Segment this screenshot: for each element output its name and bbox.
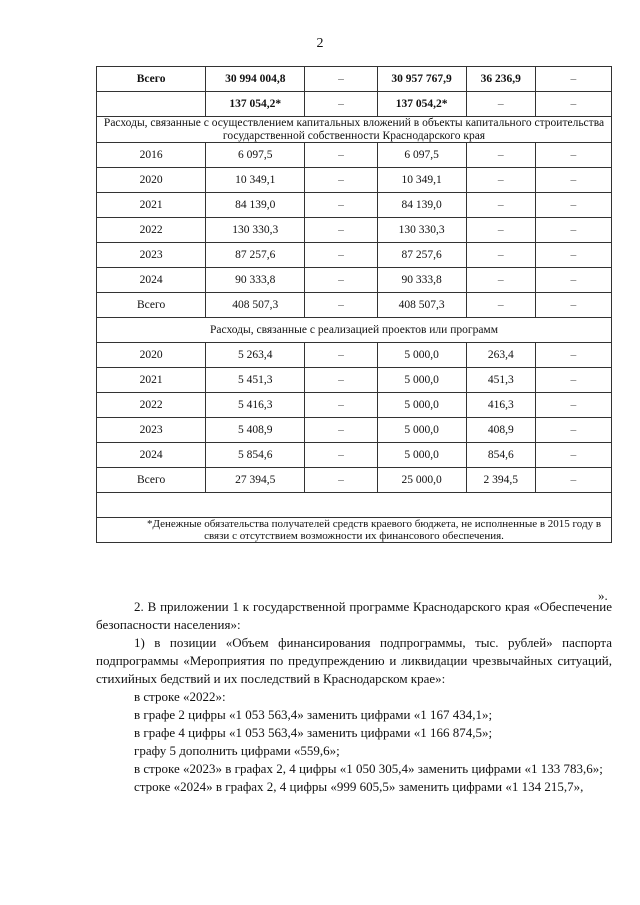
table-row	[97, 368, 612, 393]
footnote	[97, 518, 612, 543]
table-cell: –	[305, 393, 377, 418]
table-cell: –	[466, 193, 535, 218]
table-cell: –	[535, 143, 611, 168]
table-cell: 130 330,3	[377, 218, 466, 243]
table-cell: 263,4	[466, 343, 535, 368]
table-row	[97, 218, 612, 243]
table-row	[97, 143, 612, 168]
table-cell: 30 957 767,9	[377, 67, 466, 92]
table-cell: –	[305, 268, 377, 293]
table-cell: –	[305, 343, 377, 368]
capital-rows	[97, 143, 612, 318]
table-cell: 5 263,4	[206, 343, 305, 368]
table-cell: –	[535, 368, 611, 393]
table-cell: –	[305, 443, 377, 468]
table-cell: –	[466, 243, 535, 268]
table-cell: 2020	[97, 343, 206, 368]
table-cell: –	[305, 368, 377, 393]
table-cell: 2024	[97, 443, 206, 468]
table-cell: –	[305, 168, 377, 193]
page-number: 2	[316, 36, 324, 51]
table-cell: –	[535, 243, 611, 268]
table-cell: 408 507,3	[377, 293, 466, 318]
table-cell: 5 000,0	[377, 343, 466, 368]
table-cell: 10 349,1	[206, 168, 305, 193]
table-cell: 84 139,0	[377, 193, 466, 218]
table-cell: –	[466, 168, 535, 193]
table-cell: –	[305, 418, 377, 443]
table-cell: 137 054,2*	[206, 92, 305, 117]
table-cell: –	[535, 443, 611, 468]
table-cell: 5 000,0	[377, 418, 466, 443]
table-cell: 2 394,5	[466, 468, 535, 493]
table-cell: –	[305, 143, 377, 168]
table-cell: –	[305, 218, 377, 243]
section-heading-projects: Расходы, связанные с реализацией проектов или программ	[97, 318, 612, 343]
table-row	[97, 67, 612, 92]
table-cell: –	[535, 268, 611, 293]
table-cell: 5 000,0	[377, 443, 466, 468]
closing-quote: ».	[598, 588, 608, 603]
table-row	[97, 168, 612, 193]
table-cell: –	[305, 193, 377, 218]
table-cell: 87 257,6	[377, 243, 466, 268]
table-cell: 408,9	[466, 418, 535, 443]
table-cell: 5 416,3	[206, 393, 305, 418]
table-row	[97, 468, 612, 493]
table-cell: –	[305, 468, 377, 493]
table-cell: 2016	[97, 143, 206, 168]
table-cell: 30 994 004,8	[206, 67, 305, 92]
table-cell: 854,6	[466, 443, 535, 468]
table-cell: 2020	[97, 168, 206, 193]
table-row	[97, 193, 612, 218]
table-cell: 137 054,2*	[377, 92, 466, 117]
table-row	[97, 268, 612, 293]
table-cell: –	[305, 67, 377, 92]
table-cell: Всего	[97, 67, 206, 92]
table-cell: 2023	[97, 243, 206, 268]
table-cell: 2021	[97, 193, 206, 218]
paragraph: в строке «2023» в графах 2, 4 цифры «1 050 305,4» заменить цифрами «1 133 783,6»;	[134, 761, 603, 776]
table-cell: 36 236,9	[466, 67, 535, 92]
table-cell: –	[305, 92, 377, 117]
table-cell: 27 394,5	[206, 468, 305, 493]
table-row	[97, 343, 612, 368]
table-cell: –	[535, 393, 611, 418]
table-cell: –	[466, 268, 535, 293]
table-cell	[97, 92, 206, 117]
table-cell: Всего	[97, 293, 206, 318]
table-cell: –	[305, 243, 377, 268]
paragraph: строке «2024» в графах 2, 4 цифры «999 605,5» заменить цифрами «1 134 215,7»,	[134, 779, 584, 794]
table-cell: 2022	[97, 218, 206, 243]
table-cell: 2023	[97, 418, 206, 443]
table-cell: –	[466, 92, 535, 117]
table-cell: 25 000,0	[377, 468, 466, 493]
table-cell: 6 097,5	[377, 143, 466, 168]
table-cell: –	[535, 168, 611, 193]
table-row	[97, 293, 612, 318]
footnote-text: *Денежные обязательства получателей средств краевого бюджета, не исполненные в 2015 году в связи с отсутствием возможности их финансового обеспечения.	[146, 518, 602, 543]
paragraph: в графе 2 цифры «1 053 563,4» заменить цифрами «1 167 434,1»;	[134, 707, 493, 722]
table-row	[97, 393, 612, 418]
table-cell: 84 139,0	[206, 193, 305, 218]
table-row	[97, 243, 612, 268]
table-cell: –	[466, 143, 535, 168]
project-rows	[97, 343, 612, 493]
table-row	[97, 418, 612, 443]
section-row	[97, 318, 612, 343]
table-cell: 90 333,8	[206, 268, 305, 293]
table-cell: –	[535, 343, 611, 368]
table-cell: 416,3	[466, 393, 535, 418]
table-cell: Всего	[97, 468, 206, 493]
document-body	[96, 598, 612, 796]
table-cell: 2021	[97, 368, 206, 393]
paragraph: в строке «2022»:	[134, 689, 226, 704]
table-cell: –	[466, 293, 535, 318]
table-cell: 2024	[97, 268, 206, 293]
table-cell: 451,3	[466, 368, 535, 393]
table-cell: –	[535, 193, 611, 218]
table-cell: 6 097,5	[206, 143, 305, 168]
table-cell: –	[535, 468, 611, 493]
table-cell: 87 257,6	[206, 243, 305, 268]
table-cell: –	[535, 67, 611, 92]
footnote-row	[97, 518, 612, 543]
table-cell: 5 854,6	[206, 443, 305, 468]
table-cell: 5 000,0	[377, 368, 466, 393]
paragraph: графу 5 дополнить цифрами «559,6»;	[134, 743, 340, 758]
table-cell: –	[466, 218, 535, 243]
table-cell: 10 349,1	[377, 168, 466, 193]
table-cell: 5 000,0	[377, 393, 466, 418]
paragraph: 2. В приложении 1 к государственной программе Краснодарского края «Обеспечение безопасности населения»:	[96, 599, 612, 632]
paragraph: 1) в позиции «Объем финансирования подпрограммы, тыс. рублей» паспорта подпрограммы «Мероприятия по предупреждению и ликвидации чрезвычайных ситуаций, стихийных бедствий и их последствий в Краснодарском крае»:	[96, 635, 612, 686]
table-cell: 130 330,3	[206, 218, 305, 243]
table-cell: –	[305, 293, 377, 318]
table-cell: –	[535, 92, 611, 117]
table-cell: 408 507,3	[206, 293, 305, 318]
financing-table	[96, 66, 612, 543]
section-heading-capital: Расходы, связанные с осуществлением капитальных вложений в объекты капитального строительства государственной собственности Краснодарского края	[97, 117, 612, 143]
spacer-cell	[97, 493, 612, 518]
table-row	[97, 92, 612, 117]
paragraph: в графе 4 цифры «1 053 563,4» заменить цифрами «1 166 874,5»;	[134, 725, 493, 740]
spacer-row	[97, 493, 612, 518]
table-cell: –	[535, 218, 611, 243]
section-row	[97, 117, 612, 143]
table-row	[97, 443, 612, 468]
table-cell: 90 333,8	[377, 268, 466, 293]
table-cell: 5 408,9	[206, 418, 305, 443]
table-cell: 2022	[97, 393, 206, 418]
table-cell: –	[535, 418, 611, 443]
table-cell: –	[535, 293, 611, 318]
table-cell: 5 451,3	[206, 368, 305, 393]
